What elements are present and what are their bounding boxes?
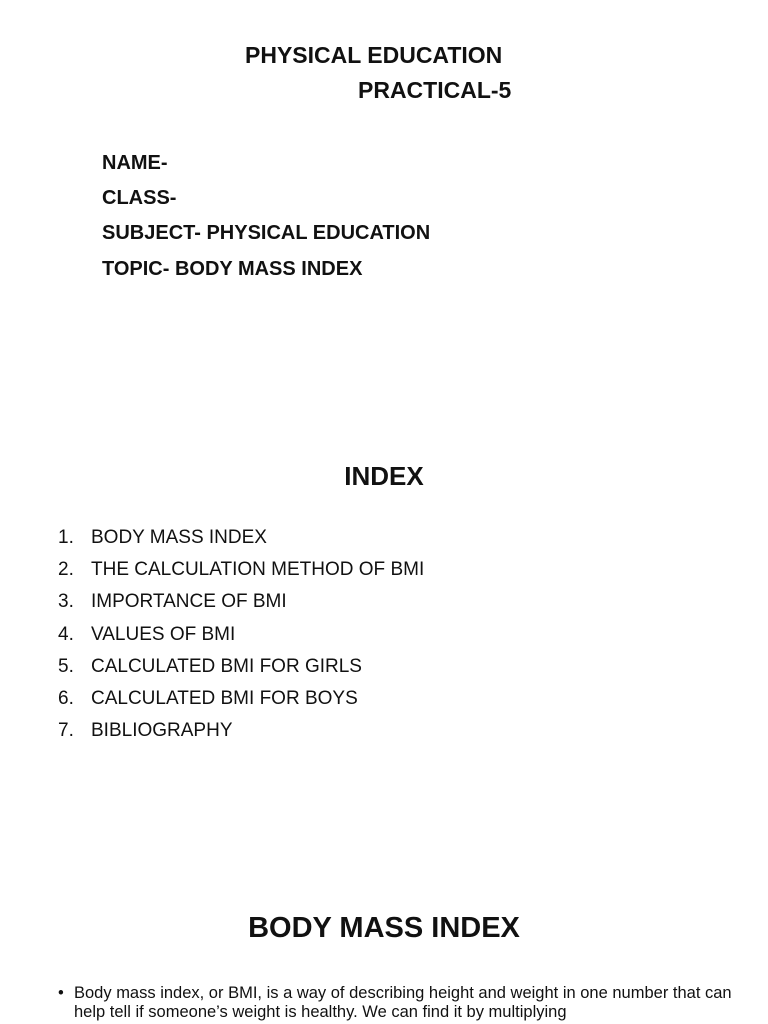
index-item-number: 4. [58,623,74,645]
index-item-number: 3. [58,591,74,613]
index-item-number: 7. [58,720,74,742]
index-item-bibliography [58,719,424,751]
index-item-label: CALCULATED BMI FOR GIRLS [91,655,362,677]
index-item-number: 2. [58,559,74,581]
index-item-boys [58,687,424,719]
index-heading: INDEX [344,461,424,491]
index-item-number: 6. [58,687,74,709]
bmi-bullet-paragraph [58,984,734,1022]
index-item-label: VALUES OF BMI [91,623,236,645]
bmi-section-heading: BODY MASS INDEX [248,912,520,944]
index-item-label: BIBLIOGRAPHY [91,720,233,742]
info-name: NAME- [102,152,168,174]
info-topic: TOPIC- BODY MASS INDEX [102,258,363,280]
info-class: CLASS- [102,187,177,209]
index-item-body-mass-index [58,526,424,558]
index-item-values [58,623,424,655]
bullet-icon: • [58,984,64,1002]
index-item-label: THE CALCULATION METHOD OF BMI [91,559,425,581]
index-item-importance [58,590,424,622]
index-item-number: 1. [58,527,74,548]
index-item-number: 5. [58,655,74,677]
index-item-label: BODY MASS INDEX [91,527,267,548]
page-subtitle: PRACTICAL-5 [358,77,512,103]
bmi-paragraph-text: Body mass index, or BMI, is a way of describing height and weight in one number that can help tell if someone’s weight is healthy. We can find it by multiplying [74,984,732,1021]
index-item-label: CALCULATED BMI FOR BOYS [91,687,358,709]
page-title: PHYSICAL EDUCATION [245,42,503,68]
index-item-label: IMPORTANCE OF BMI [91,591,287,613]
index-item-calculation-method [58,558,424,590]
index-item-girls [58,655,424,687]
info-subject: SUBJECT- PHYSICAL EDUCATION [102,222,431,244]
index-list [58,526,424,751]
